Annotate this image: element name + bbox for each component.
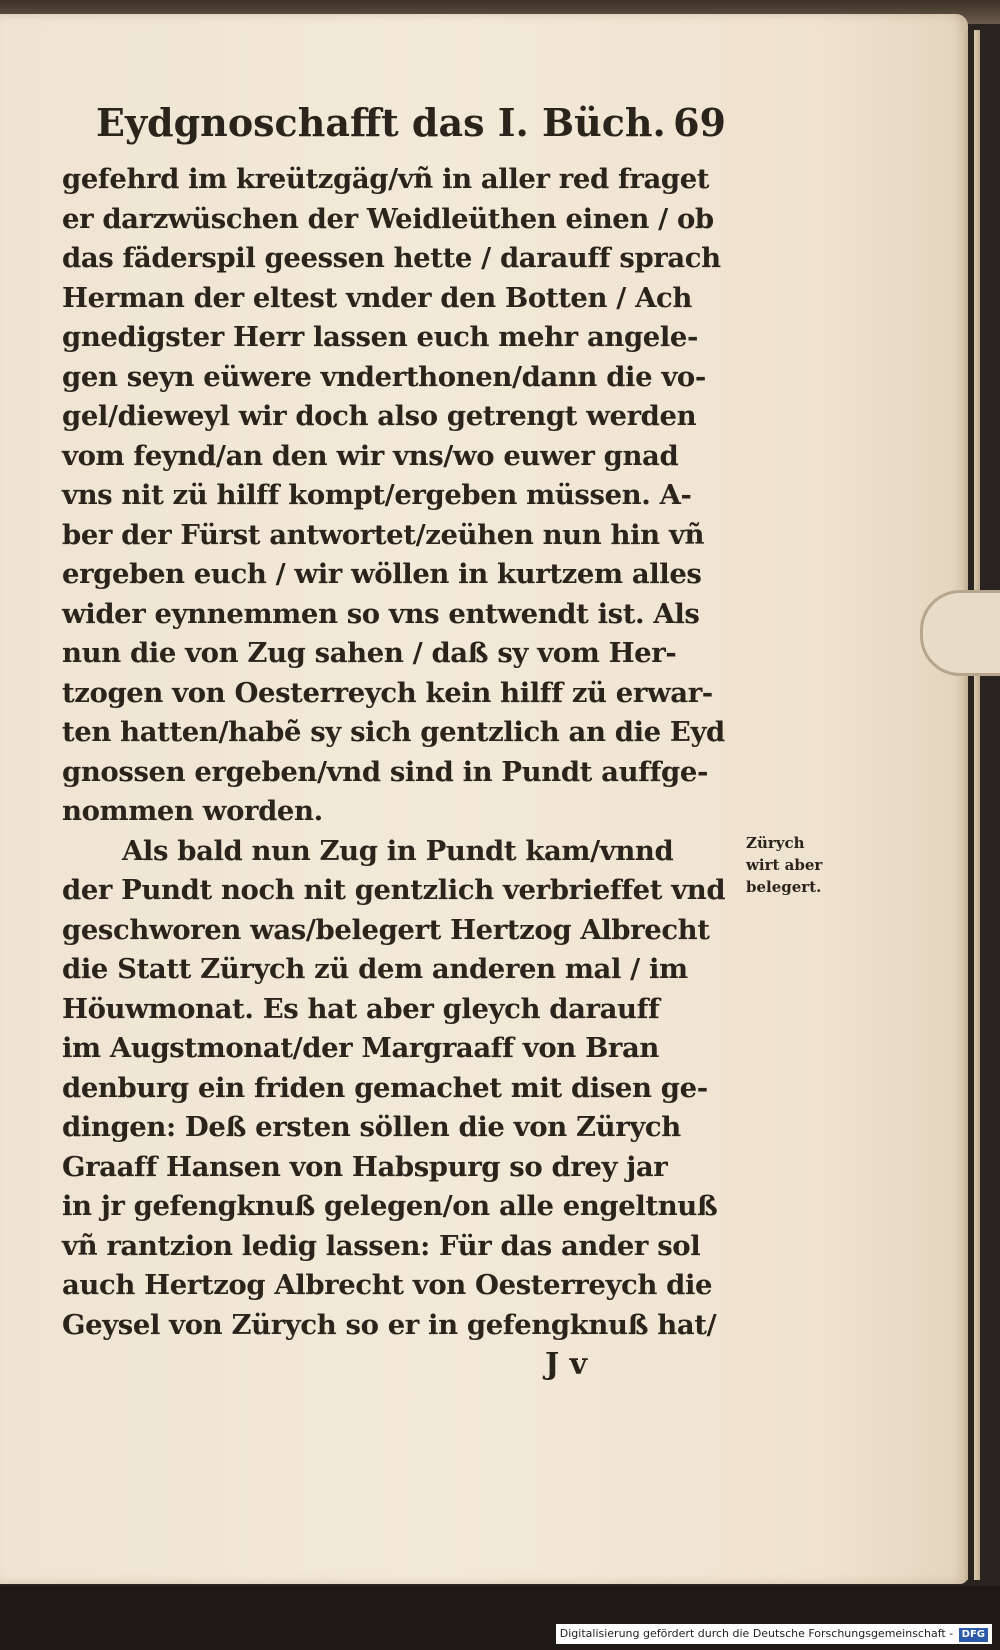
text-line: Graaff Hansen von Habspurg so drey jar xyxy=(62,1150,668,1183)
marginal-note-line: Zürych xyxy=(746,834,805,852)
text-line: Höuwmonat. Es hat aber gleych darauff xyxy=(62,992,660,1025)
text-line: das fäderspil geessen hette / darauff sprach xyxy=(62,242,721,274)
digitization-credit xyxy=(556,1624,992,1644)
text-line: gen seyn eüwere vnderthonen/dann die vo- xyxy=(62,360,706,393)
text-line: ergeben euch / wir wöllen in kurtzem alles xyxy=(62,558,702,590)
text-line: dingen: Deß ersten söllen die von Zürych xyxy=(62,1111,681,1143)
text-line: gefehrd im kreützgäg/vñ in aller red fraget xyxy=(62,163,710,195)
text-line: nun die von Zug sahen / daß sy vom Her- xyxy=(62,637,677,669)
text-line: wider eynnemmen so vns entwendt ist. Als xyxy=(62,597,700,630)
text-line: nommen worden. xyxy=(62,795,323,827)
text-line: Als bald nun Zug in Pundt kam/vnnd xyxy=(122,834,674,867)
paragraph-2 xyxy=(62,832,732,1346)
folio-number: 69 xyxy=(673,100,726,145)
text-line: ten hatten/habẽ sy sich gentzlich an die Eyd xyxy=(62,716,725,748)
text-line: vom feynd/an den wir vns/wo euwer gnad xyxy=(62,439,679,472)
main-text-block xyxy=(62,160,732,1345)
book-clasp xyxy=(920,590,1000,676)
text-line: die Statt Zürych zü dem anderen mal / im xyxy=(62,953,688,985)
credit-text: Digitalisierung gefördert durch die Deutsche Forschungsgemeinschaft - xyxy=(559,1627,954,1640)
marginal-note xyxy=(746,832,856,898)
page-edge xyxy=(974,30,980,1580)
running-header xyxy=(96,100,726,156)
marginal-note-line: wirt aber xyxy=(746,856,823,874)
text-line: der Pundt noch nit gentzlich verbrieffet vnd xyxy=(62,874,726,906)
paragraph-1 xyxy=(62,160,732,832)
text-line: gnedigster Herr lassen euch mehr angele- xyxy=(62,321,699,353)
text-line: ber der Fürst antwortet/zeühen nun hin vñ xyxy=(62,518,705,551)
page-edge xyxy=(962,30,968,1580)
marginal-note-line: belegert. xyxy=(746,878,822,896)
text-line: vñ rantzion ledig lassen: Für das ander sol xyxy=(62,1229,701,1262)
text-line: er darzwüschen der Weidleüthen einen / ob xyxy=(62,202,714,235)
text-line: gel/dieweyl wir doch also getrengt werden xyxy=(62,400,697,432)
text-line: Herman der eltest vnder den Botten / Ach xyxy=(62,281,692,314)
text-line: im Augstmonat/der Margraaff von Bran xyxy=(62,1032,660,1064)
scan-footer xyxy=(0,1586,1000,1650)
text-line: auch Hertzog Albrecht von Oesterreych die xyxy=(62,1269,713,1301)
signature-mark: J v xyxy=(545,1347,588,1382)
running-title: Eydgnoschafft das I. Büch. xyxy=(96,100,666,145)
text-line: tzogen von Oesterreych kein hilff zü erwar- xyxy=(62,676,713,709)
text-line: geschworen was/belegert Hertzog Albrecht xyxy=(62,913,710,946)
text-line: in jr gefengknuß gelegen/on alle engeltnuß xyxy=(62,1190,718,1222)
text-line: vns nit zü hilff kompt/ergeben müssen. A- xyxy=(62,479,692,511)
text-line: denburg ein friden gemachet mit disen ge- xyxy=(62,1071,708,1104)
text-line: Geysel von Zürych so er in gefengknuß hat/ xyxy=(62,1308,717,1341)
text-line: gnossen ergeben/vnd sind in Pundt auffge- xyxy=(62,755,708,788)
dfg-logo: DFG xyxy=(959,1628,988,1642)
